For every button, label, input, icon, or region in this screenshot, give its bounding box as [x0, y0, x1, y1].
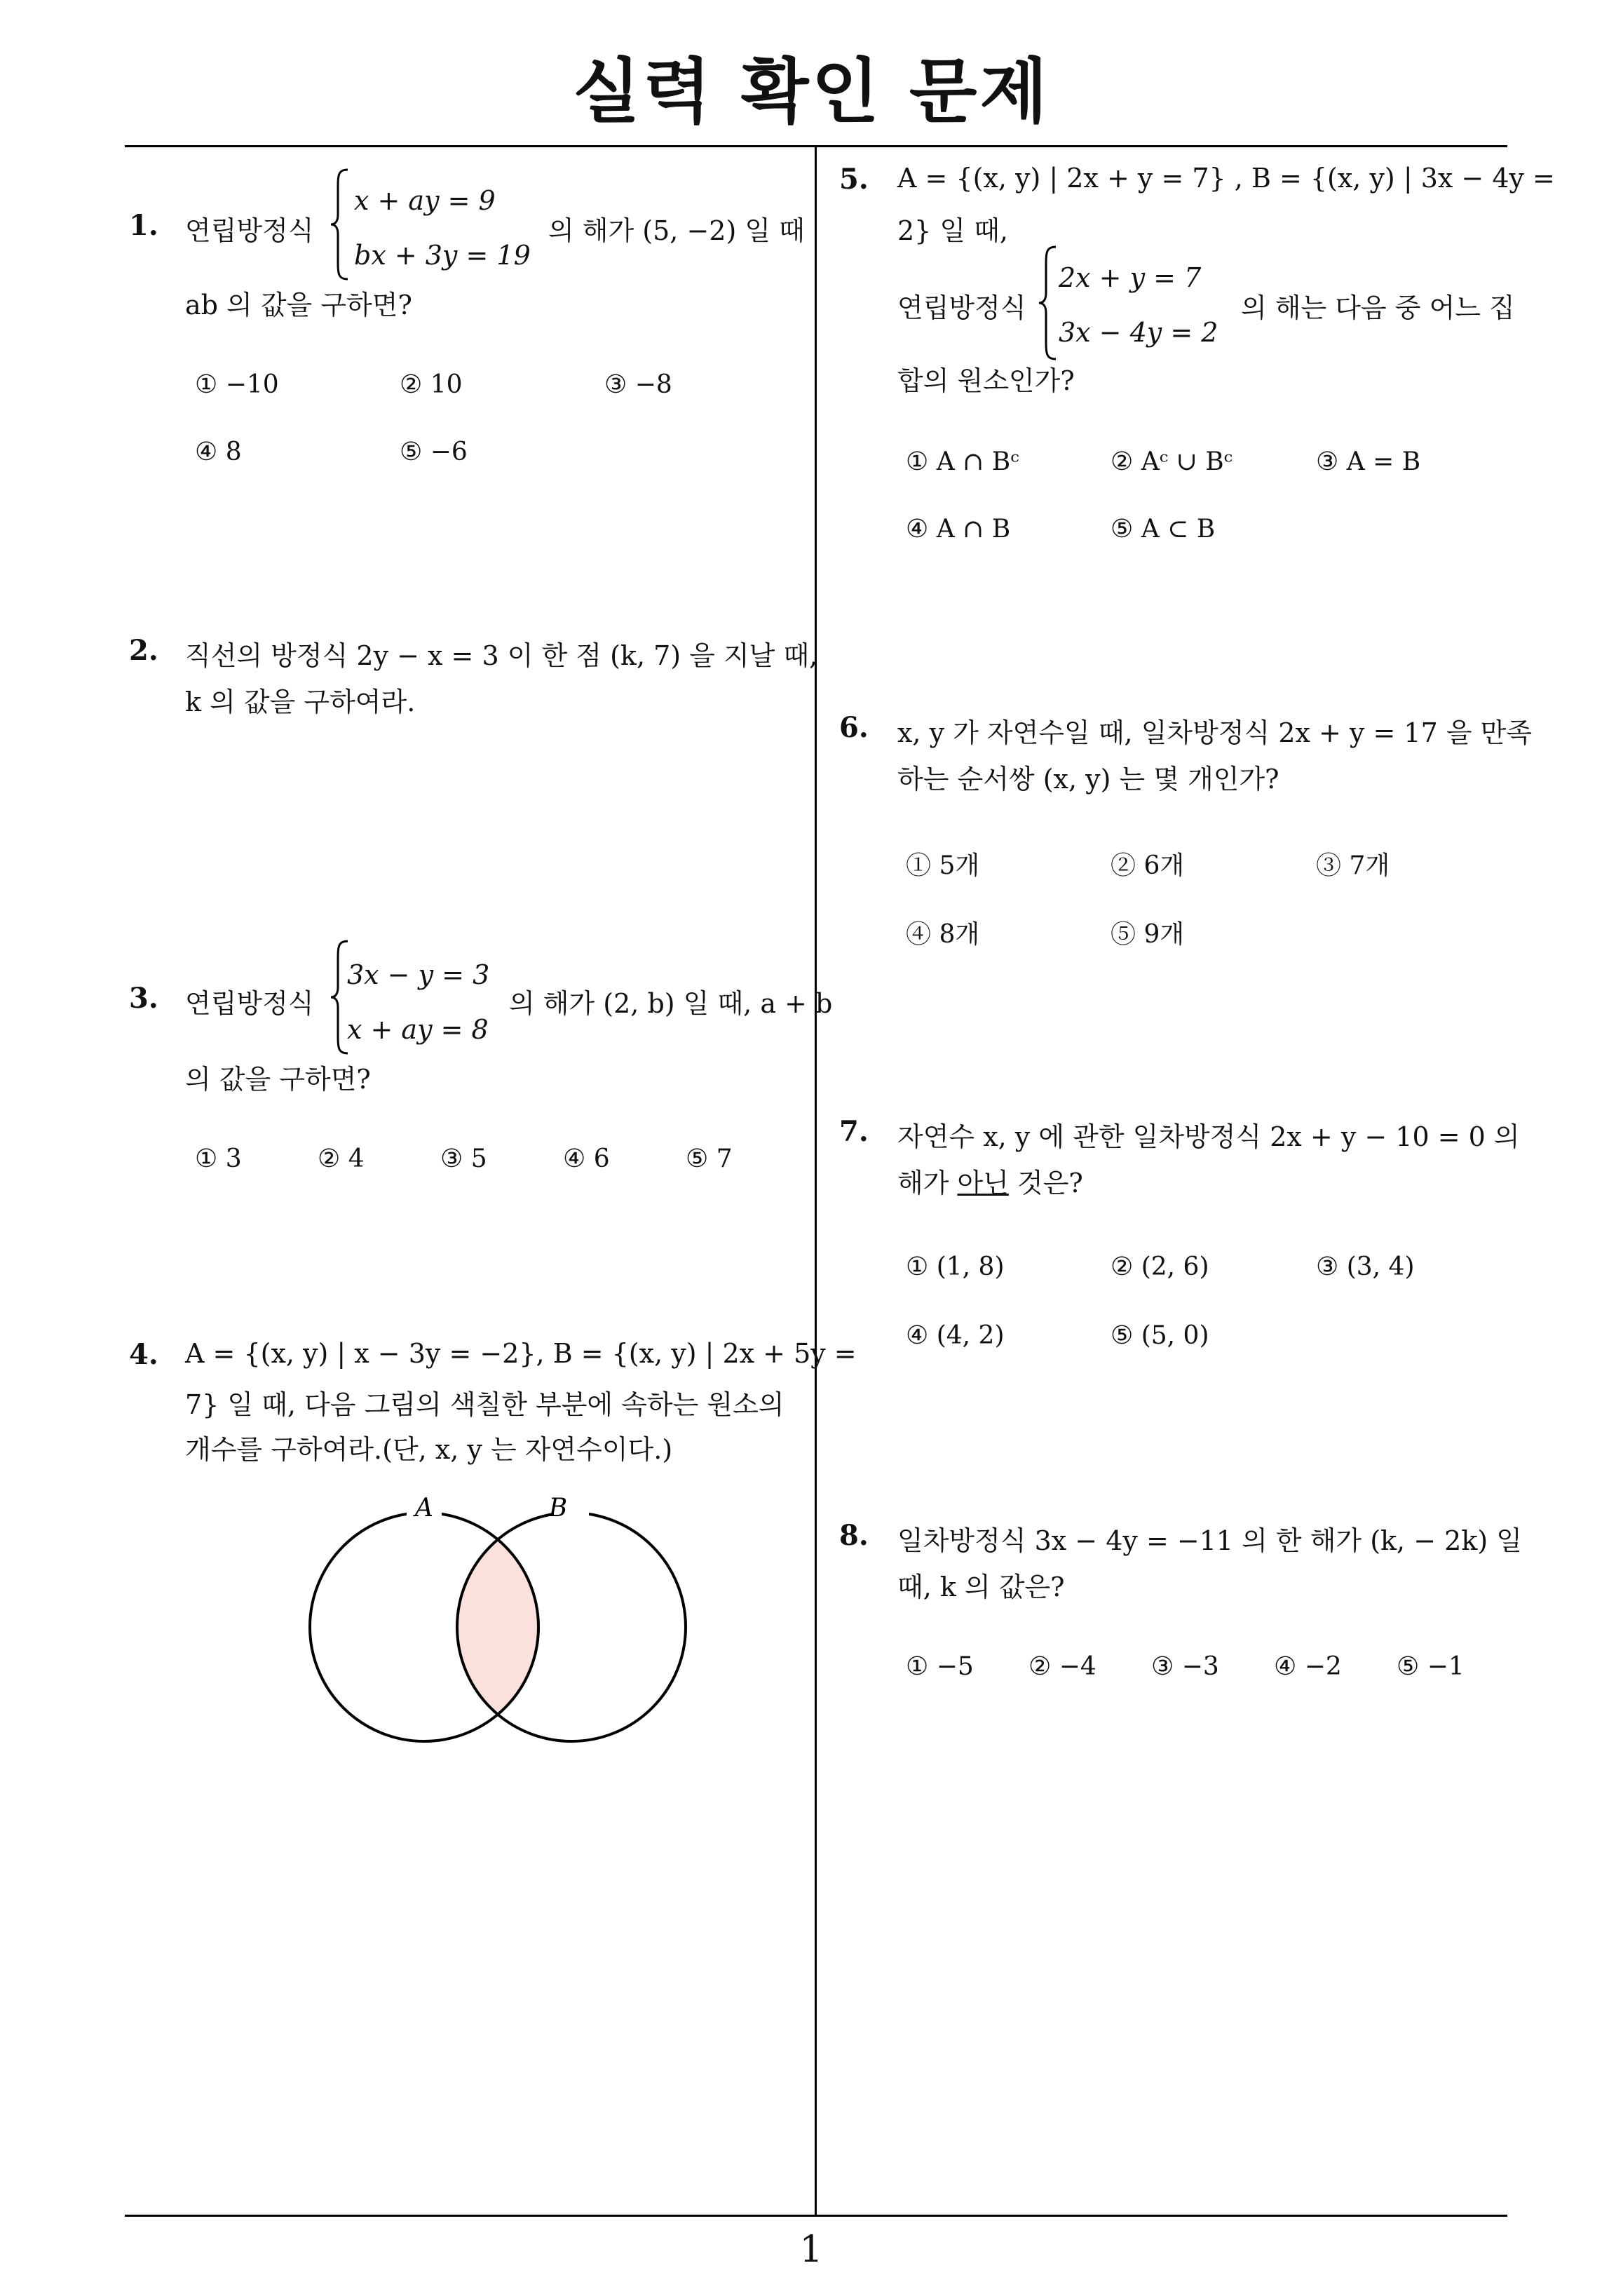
- equation: 3x − 4y = 2: [1059, 317, 1218, 348]
- choice-1[interactable]: ① 5개: [906, 851, 980, 880]
- choice-3[interactable]: ③ −3: [1151, 1652, 1219, 1681]
- equation: 3x − y = 3: [347, 959, 490, 990]
- choice-3[interactable]: ③ A = B: [1316, 447, 1421, 476]
- question-text: A = {(x, y) | 2x + y = 7} , B = {(x, y) | 3x − 4y =: [897, 163, 1555, 194]
- choice-1[interactable]: ① (1, 8): [906, 1252, 1005, 1281]
- choice-2[interactable]: ② 6개: [1111, 851, 1185, 880]
- choice-5[interactable]: ⑤ 9개: [1111, 920, 1185, 949]
- choice-4[interactable]: ④ 6: [563, 1144, 610, 1173]
- question-text-part: 해가: [897, 1168, 958, 1198]
- choice-1[interactable]: ① −5: [906, 1652, 974, 1681]
- choice-1[interactable]: ① A ∩ Bᶜ: [906, 447, 1019, 476]
- choice-3[interactable]: ③ −8: [604, 370, 672, 399]
- question-text: 개수를 구하여라.(단, x, y 는 자연수이다.): [185, 1434, 673, 1465]
- question-text: A = {(x, y) | x − 3y = −2}, B = {(x, y) | 2x + 5y =: [185, 1338, 857, 1369]
- question-text: 연립방정식: [185, 215, 314, 246]
- choice-4[interactable]: ④ A ∩ B: [906, 515, 1011, 543]
- question-number: 4.: [129, 1338, 158, 1371]
- question-text: 7} 일 때, 다음 그림의 색칠한 부분에 속하는 원소의: [185, 1389, 785, 1420]
- question-text: 합의 원소인가?: [897, 365, 1075, 396]
- question-text: 하는 순서쌍 (x, y) 는 몇 개인가?: [897, 764, 1279, 795]
- question-text: x, y 가 자연수일 때, 일차방정식 2x + y = 17 을 만족: [897, 717, 1533, 748]
- question-text: 의 해가 (2, b) 일 때, a + b: [509, 988, 833, 1019]
- choice-2[interactable]: ② −4: [1028, 1652, 1096, 1681]
- question-text: 연립방정식: [185, 988, 314, 1019]
- choice-1[interactable]: ① −10: [195, 370, 279, 399]
- choice-5[interactable]: ⑤ −1: [1397, 1652, 1465, 1681]
- question-text: 자연수 x, y 에 관한 일차방정식 2x + y − 10 = 0 의: [897, 1121, 1520, 1152]
- question-text: 의 값을 구하면?: [185, 1064, 371, 1095]
- equation: bx + 3y = 19: [354, 240, 531, 271]
- column-divider: [815, 145, 817, 2216]
- question-number: 2.: [129, 634, 158, 667]
- choice-2[interactable]: ② Aᶜ ∪ Bᶜ: [1111, 447, 1233, 476]
- left-brace-icon: [1038, 245, 1057, 360]
- choice-5[interactable]: ⑤ 7: [686, 1144, 733, 1173]
- question-text: 일차방정식 3x − 4y = −11 의 한 해가 (k, − 2k) 일: [897, 1525, 1522, 1556]
- question-text: 때, k 의 값은?: [897, 1572, 1065, 1602]
- choice-3[interactable]: ③ 5: [440, 1144, 487, 1173]
- choice-5[interactable]: ⑤ A ⊂ B: [1111, 515, 1216, 543]
- choice-2[interactable]: ② 4: [318, 1144, 365, 1173]
- question-text: 의 해가 (5, −2) 일 때: [548, 215, 805, 246]
- venn-diagram: [301, 1487, 694, 1753]
- choice-2[interactable]: ② (2, 6): [1111, 1252, 1209, 1281]
- choice-2[interactable]: ② 10: [400, 370, 463, 399]
- question-number: 8.: [839, 1519, 869, 1552]
- choice-4[interactable]: ④ (4, 2): [906, 1321, 1005, 1350]
- question-text-part: 것은?: [1008, 1168, 1083, 1198]
- choice-5[interactable]: ⑤ (5, 0): [1111, 1321, 1209, 1350]
- question-number: 6.: [839, 711, 869, 744]
- question-text: 의 해는 다음 중 어느 집: [1241, 292, 1515, 323]
- choice-4[interactable]: ④ −2: [1274, 1652, 1342, 1681]
- question-text: 연립방정식: [897, 292, 1026, 323]
- equation: 2x + y = 7: [1059, 262, 1202, 293]
- equation: x + ay = 9: [354, 185, 496, 216]
- choice-4[interactable]: ④ 8: [195, 438, 242, 466]
- choice-3[interactable]: ③ 7개: [1316, 851, 1390, 880]
- emphasis-underline: 아닌: [957, 1168, 1009, 1198]
- left-brace-icon: [330, 168, 349, 281]
- venn-label-b: B: [548, 1494, 568, 1522]
- question-number: 3.: [129, 982, 158, 1015]
- choice-4[interactable]: ④ 8개: [906, 920, 980, 949]
- page-number: 1: [799, 2229, 823, 2271]
- question-text: 2} 일 때,: [897, 215, 1009, 246]
- choice-3[interactable]: ③ (3, 4): [1316, 1252, 1415, 1281]
- choice-1[interactable]: ① 3: [195, 1144, 242, 1173]
- equation: x + ay = 8: [347, 1014, 489, 1045]
- question-text: ab 의 값을 구하면?: [185, 290, 412, 320]
- page-title: 실력 확인 문제: [572, 50, 1051, 133]
- question-number: 1.: [129, 209, 158, 242]
- question-number: 7.: [839, 1115, 869, 1148]
- choice-5[interactable]: ⑤ −6: [400, 438, 468, 466]
- question-text: [897, 1161, 1083, 1200]
- question-number: 5.: [839, 163, 869, 196]
- question-text: k 의 값을 구하여라.: [185, 687, 416, 717]
- footer-rule: [125, 2215, 1507, 2217]
- venn-label-a: A: [415, 1494, 433, 1522]
- question-text: 직선의 방정식 2y − x = 3 이 한 점 (k, 7) 을 지날 때,: [185, 640, 818, 671]
- left-brace-icon: [330, 940, 349, 1055]
